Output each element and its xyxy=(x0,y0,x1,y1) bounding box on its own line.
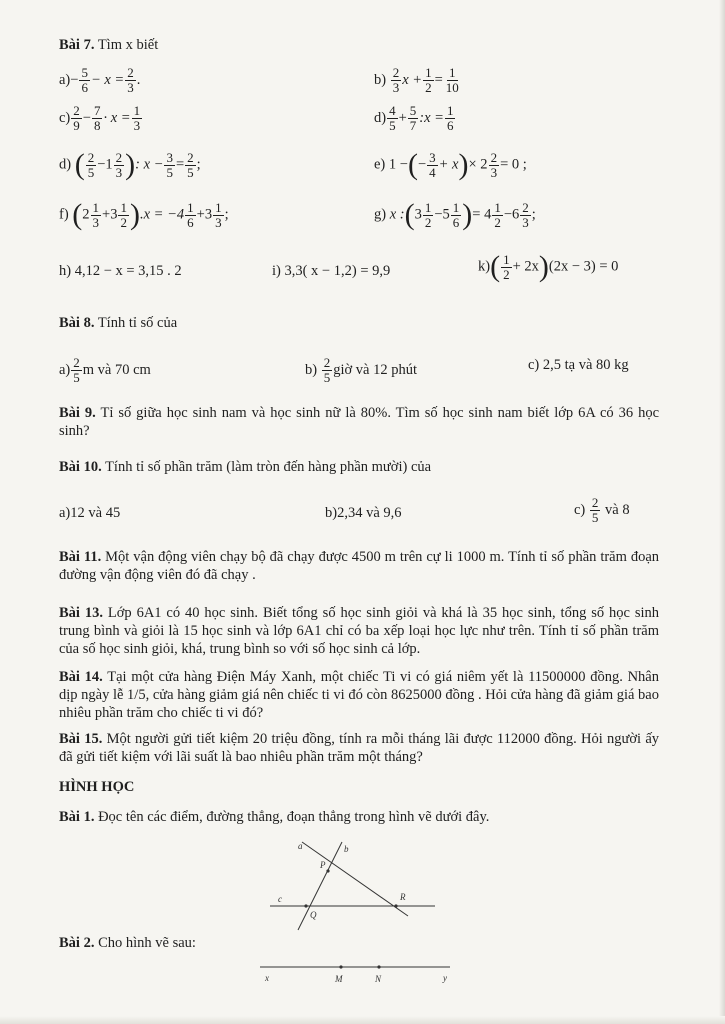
expr: + x xyxy=(438,156,459,173)
bai13 xyxy=(59,604,659,658)
expr: = 0 ; xyxy=(500,156,527,173)
num: 2 xyxy=(73,103,80,118)
bai7-heading xyxy=(59,36,158,54)
rparen: ) xyxy=(458,148,469,181)
sign: − xyxy=(417,156,427,173)
frac-2-3 xyxy=(391,66,402,95)
label-r: R xyxy=(400,892,406,902)
label-10c: c) xyxy=(574,501,586,518)
frac-2-5 xyxy=(322,356,333,385)
expr: − x = xyxy=(90,71,125,88)
num: 5 xyxy=(409,103,417,118)
bai7-text: Tìm x biết xyxy=(97,37,159,53)
frac-1-2 xyxy=(423,66,434,95)
bai10-title: Bài 10. xyxy=(59,459,102,475)
figure-line-xy xyxy=(255,958,455,988)
bai13-text: Lớp 6A1 có 40 học sinh. Biết tổng số học sinh giỏi và khá là 35 học sinh, tổng số học sinh trung bình và giỏi là 15 học sinh và lớp 6A1 chỉ có ba xếp loại học lực như trên. Tính tỉ số phần trăm của số học sinh giỏi, khá, trung bình so với số học sinh cả lớp. xyxy=(59,605,660,657)
bai8-text: Tính tỉ số của xyxy=(97,315,178,331)
whole: 3 xyxy=(204,206,213,223)
num: 2 xyxy=(87,149,95,165)
expr: = 4 xyxy=(472,206,492,223)
geo-bai1-title: Bài 1. xyxy=(59,809,95,825)
geo-bai1-text: Đọc tên các điểm, đường thẳng, đoạn thẳng trong hình vẽ dưới đây. xyxy=(98,809,490,825)
den: 2 xyxy=(503,266,510,282)
rparen: ) xyxy=(462,198,473,231)
point-q xyxy=(304,904,307,907)
num: 4 xyxy=(389,103,396,118)
scan-bottom-shadow xyxy=(0,1016,725,1024)
whole: 3 xyxy=(110,206,118,223)
num: 2 xyxy=(591,495,599,510)
lparen: ( xyxy=(74,148,85,181)
num: 2 xyxy=(490,149,498,165)
bai11 xyxy=(59,548,659,584)
point-r xyxy=(394,904,397,907)
bai15-text: Một người gửi tiết kiệm 20 triệu đồng, tính ra mỗi tháng lãi được 112000 đồng. Hỏi người ấy đã gửi tiết kiệm với lãi suất là bao nhiêu phần trăm một tháng? xyxy=(59,731,660,765)
geo-bai2 xyxy=(59,934,196,952)
semi: ; xyxy=(196,156,201,173)
label-b: b xyxy=(344,844,349,854)
point-m xyxy=(339,965,342,968)
frac-5-7 xyxy=(408,104,419,133)
den: 3 xyxy=(522,214,529,230)
bai15-title: Bài 15. xyxy=(59,731,103,747)
label-7f: f) xyxy=(59,206,69,223)
rparen: ) xyxy=(538,250,549,283)
label-8a: a) xyxy=(59,361,71,378)
text: m và 70 cm xyxy=(82,361,151,378)
expr: + 2x xyxy=(512,258,539,275)
frac-3-5 xyxy=(164,151,175,180)
den: 6 xyxy=(187,214,194,230)
frac-2-3 xyxy=(520,201,531,230)
sign: − xyxy=(503,206,513,223)
label-c: c xyxy=(278,894,282,904)
eq: = xyxy=(175,156,185,173)
num: 1 xyxy=(425,65,432,80)
num: 5 xyxy=(81,65,88,80)
bai13-title: Bài 13. xyxy=(59,605,103,621)
whole: 6 xyxy=(512,206,520,223)
num: 2 xyxy=(127,65,134,80)
den: 5 xyxy=(166,164,173,180)
den: 3 xyxy=(392,80,400,95)
frac-2-5 xyxy=(71,356,82,385)
frac-2-5 xyxy=(86,151,97,180)
frac-1-6 xyxy=(451,201,462,230)
den: 6 xyxy=(446,118,454,133)
bai9-text: Tỉ số giữa học sinh nam và học sinh nữ là 80%. Tìm số học sinh nam biết lớp 6A có 36 học sinh? xyxy=(59,405,660,439)
lparen: ( xyxy=(407,148,418,181)
eq: = xyxy=(434,71,443,88)
frac-1-10 xyxy=(444,66,461,95)
frac-1-2 xyxy=(118,201,129,230)
label-8b: b) xyxy=(305,361,318,378)
frac-1-3 xyxy=(91,201,102,230)
label-n: N xyxy=(375,974,382,984)
num: 1 xyxy=(446,103,454,118)
eq-7b xyxy=(374,66,462,95)
whole: 3 xyxy=(414,206,422,223)
expr: x : xyxy=(389,206,405,223)
eq-10c xyxy=(574,496,630,525)
den: 3 xyxy=(133,118,141,133)
point-n xyxy=(377,965,380,968)
den: 2 xyxy=(425,80,432,95)
frac-5-6 xyxy=(79,66,90,95)
frac-1-6 xyxy=(445,104,456,133)
point-p xyxy=(326,869,329,872)
rparen: ) xyxy=(129,198,140,231)
sign: − xyxy=(434,206,443,223)
expr: x + xyxy=(402,71,423,88)
label-7d2: d) xyxy=(59,156,72,173)
bai11-title: Bài 11. xyxy=(59,549,102,565)
eq-7i: i) 3,3( x − 1,2) = 9,9 xyxy=(272,263,391,279)
bai14 xyxy=(59,668,659,722)
sign: + xyxy=(398,109,407,126)
den: 2 xyxy=(120,214,127,230)
whole: 5 xyxy=(442,206,450,223)
lparen: ( xyxy=(72,198,83,231)
frac-1-2 xyxy=(423,201,434,230)
frac-2-3 xyxy=(125,66,136,95)
den: 5 xyxy=(591,510,599,525)
label-x: x xyxy=(265,973,269,983)
bai14-text: Tại một cửa hàng Điện Máy Xanh, một chiếc Ti vi có giá niêm yết là 11500000 đồng. Nhân dịp ngày lễ 1/5, cửa hàng giảm giá nên chiếc ti vi đó còn 8625000 đồng . Hỏi cửa hàng đã giảm giá bao nhiêu phần trăm cho chiếc ti vi đó? xyxy=(59,669,659,721)
den: 3 xyxy=(127,80,134,95)
den: 9 xyxy=(73,118,80,133)
num: 1 xyxy=(92,199,100,215)
expr: (2x − 3) = 0 xyxy=(548,258,619,275)
bai11-text: Một vận động viên chạy bộ đã chạy được 4500 m trên cự li 1000 m. Tính tỉ số phần trăm đoạn đường vận động viên đó đã chạy . xyxy=(59,549,660,583)
den: 5 xyxy=(187,164,194,180)
num: 1 xyxy=(424,199,432,215)
den: 5 xyxy=(87,164,95,180)
rparen: ) xyxy=(125,148,136,181)
den: 8 xyxy=(93,118,101,133)
label-m: M xyxy=(335,974,343,984)
num: 2 xyxy=(392,65,400,80)
frac-4-5 xyxy=(387,104,398,133)
expr: :x = xyxy=(419,109,444,126)
semi: ; xyxy=(224,206,229,223)
num: 2 xyxy=(115,149,123,165)
eq-10a: a)12 và 45 xyxy=(59,505,121,521)
eq-8c: c) 2,5 tạ và 80 kg xyxy=(528,357,629,373)
den: 5 xyxy=(73,370,80,385)
label-7k: k) xyxy=(478,258,491,275)
label-p: P xyxy=(320,860,326,870)
num: 1 xyxy=(187,199,194,215)
frac-1-2 xyxy=(501,253,512,282)
eq-7c xyxy=(59,104,143,133)
num: 1 xyxy=(452,199,460,215)
semi: ; xyxy=(531,206,536,223)
num: 1 xyxy=(120,199,127,215)
sign: + xyxy=(102,206,111,223)
frac-2-5 xyxy=(590,496,601,525)
num: 3 xyxy=(166,149,173,165)
bai10-heading xyxy=(59,458,431,476)
frac-1-2 xyxy=(492,201,503,230)
den: 3 xyxy=(92,214,100,230)
den: 6 xyxy=(452,214,460,230)
label-7e: e) xyxy=(374,156,386,173)
line-b xyxy=(298,842,342,930)
geo-bai2-title: Bài 2. xyxy=(59,935,95,951)
eq-7f xyxy=(59,200,229,230)
num: 2 xyxy=(187,149,194,165)
bai8-heading xyxy=(59,314,177,332)
label-q: Q xyxy=(310,910,317,920)
geo-bai2-text: Cho hình vẽ sau: xyxy=(98,935,196,951)
bai9-title: Bài 9. xyxy=(59,405,96,421)
den: 4 xyxy=(429,164,436,180)
den: 2 xyxy=(424,214,432,230)
frac-2-3 xyxy=(114,151,125,180)
geo-bai1 xyxy=(59,808,489,826)
num: 1 xyxy=(503,251,510,267)
sign: − xyxy=(97,156,106,173)
eq-10b: b)2,34 và 9,6 xyxy=(325,505,402,521)
frac-2-9 xyxy=(71,104,82,133)
sign: − xyxy=(82,109,91,126)
bai9 xyxy=(59,404,659,440)
eq-7a xyxy=(59,66,140,95)
bai7-title: Bài 7. xyxy=(59,37,95,53)
label-7g: g) xyxy=(374,206,387,223)
expr: .x = −4 xyxy=(139,206,185,223)
label-7b: b) xyxy=(374,71,387,88)
den: 3 xyxy=(490,164,498,180)
lparen: ( xyxy=(490,250,501,283)
label-7a: a) xyxy=(59,71,71,88)
den: 3 xyxy=(215,214,222,230)
sign: + xyxy=(196,206,205,223)
frac-1-6 xyxy=(185,201,196,230)
bai10-text: Tính tỉ số phần trăm (làm tròn đến hàng phần mười) của xyxy=(105,459,432,475)
den: 10 xyxy=(445,80,459,95)
sign: − xyxy=(70,71,79,88)
frac-1-3 xyxy=(132,104,143,133)
num: 1 xyxy=(215,199,222,215)
line-a xyxy=(302,842,408,916)
den: 2 xyxy=(494,214,501,230)
num: 1 xyxy=(133,103,141,118)
dot: . xyxy=(136,71,141,88)
expr: 1 − xyxy=(388,156,408,173)
frac-7-8 xyxy=(92,104,103,133)
eq-8a xyxy=(59,356,151,385)
figure-lines-abc xyxy=(270,838,445,938)
bai14-title: Bài 14. xyxy=(59,669,103,685)
expr: : x − xyxy=(135,156,164,173)
num: 1 xyxy=(494,199,501,215)
geometry-heading: HÌNH HỌC xyxy=(59,779,135,795)
eq-7e xyxy=(374,150,527,180)
eq-8b xyxy=(305,356,417,385)
scan-edge-shadow xyxy=(719,0,725,1024)
num: 1 xyxy=(449,65,456,80)
eq-7g xyxy=(374,200,536,230)
frac-3-4 xyxy=(427,151,438,180)
bai15 xyxy=(59,730,659,766)
expr: · x = xyxy=(103,109,131,126)
den: 5 xyxy=(323,370,331,385)
den: 6 xyxy=(81,80,88,95)
label-y: y xyxy=(443,973,447,983)
text: giờ và 12 phút xyxy=(333,361,418,378)
eq-7h: h) 4,12 − x = 3,15 . 2 xyxy=(59,263,182,279)
den: 7 xyxy=(409,118,417,133)
eq-7d2: d) ( $\frac{2}{5}$ −1 $\frac{2}{3}$ ): x − $\frac{3}{5}$ = $\frac{2}{5}$ ; xyxy=(59,148,201,181)
label-a: a xyxy=(298,841,303,851)
frac-2-3 xyxy=(489,151,500,180)
eq-7d1 xyxy=(374,104,456,133)
frac-1-3 xyxy=(213,201,224,230)
label-7d: d) xyxy=(374,109,387,126)
lparen: ( xyxy=(404,198,415,231)
frac-2-5 xyxy=(185,151,196,180)
num: 3 xyxy=(429,149,436,165)
expr: × 2 xyxy=(468,156,488,173)
label-7c: c) xyxy=(59,109,71,126)
num: 2 xyxy=(522,199,529,215)
num: 2 xyxy=(323,355,331,370)
num: 7 xyxy=(93,103,101,118)
bai8-title: Bài 8. xyxy=(59,315,95,331)
num: 2 xyxy=(73,355,80,370)
whole: 2 xyxy=(82,206,90,223)
eq-7k xyxy=(478,252,618,282)
text: và 8 xyxy=(605,501,630,518)
den: 3 xyxy=(115,164,123,180)
den: 5 xyxy=(389,118,396,133)
